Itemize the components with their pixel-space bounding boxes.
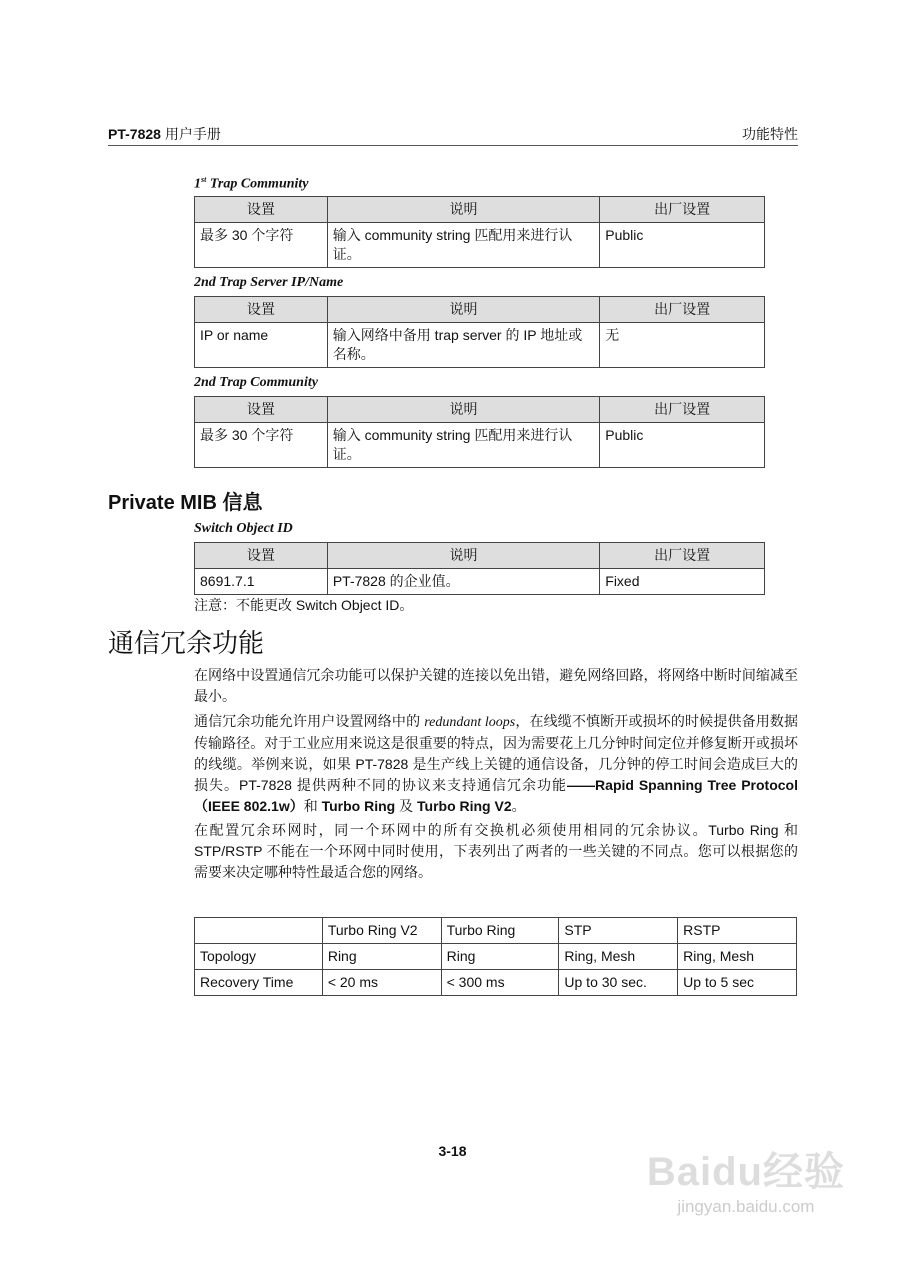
header-model: PT-7828 bbox=[108, 126, 161, 142]
header-title bbox=[108, 124, 221, 144]
column-header: 说明 bbox=[327, 397, 600, 423]
table-row: Topology Ring Ring Ring, Mesh Ring, Mesh bbox=[195, 944, 797, 970]
header-section: 功能特性 bbox=[742, 126, 798, 142]
column-header: 出厂设置 bbox=[600, 543, 765, 569]
switch-object-id-table bbox=[194, 542, 765, 595]
column-header: 说明 bbox=[327, 543, 599, 569]
table-row: IP or name 输入网络中备用 trap server 的 IP 地址或名称。 无 bbox=[195, 323, 765, 368]
watermark-logo: Baidu经验 bbox=[646, 1150, 845, 1194]
table-caption: Switch Object ID bbox=[194, 521, 293, 536]
table-caption: 2nd Trap Server IP/Name bbox=[194, 275, 344, 290]
column-header: 出厂设置 bbox=[600, 297, 765, 323]
redundancy-comparison-table bbox=[194, 917, 797, 996]
column-header: 出厂设置 bbox=[600, 397, 765, 423]
paragraph: 通信冗余功能允许用户设置网络中的 redundant loops，在线缆不慎断开或损坏的时候提供备用数据传输路径。对于工业应用来说这是很重要的特点，因为需要花上几分钟时间定位并修复断开或损坏的线缆。举例来说，如果 PT-7828 是生产线上关键的通信设备，几分钟的停工时间会造成巨大的损失。PT-7828 提供两种不同的协议来支持通信冗余功能——Rapid Spanning Tree Protocol（IEEE 802.1w）和 Turbo Ring 及 Turbo Ring V2。 bbox=[194, 713, 799, 814]
paragraph: 在配置冗余环网时，同一个环网中的所有交换机必须使用相同的冗余协议。Turbo Ring 和 STP/RSTP 不能在一个环网中同时使用，下表列出了两者的一些关键的不同点。您可以根据您的需要来决定哪种特性最适合您的网络。 bbox=[194, 822, 798, 880]
note-text: 注意：不能更改 Switch Object ID。 bbox=[194, 597, 414, 613]
column-header: 设置 bbox=[195, 197, 328, 223]
private-mib-heading: Private MIB 信息 bbox=[108, 492, 263, 514]
page-number: 3-18 bbox=[438, 1143, 467, 1159]
redundancy-heading: 通信冗余功能 bbox=[108, 628, 265, 658]
column-header: 出厂设置 bbox=[600, 197, 765, 223]
watermark-url: jingyan.baidu.com bbox=[677, 1197, 815, 1216]
trap-server-2-table bbox=[194, 296, 765, 368]
column-header: 设置 bbox=[195, 397, 328, 423]
table-row: Recovery Time < 20 ms < 300 ms Up to 30 sec. Up to 5 sec bbox=[195, 970, 797, 996]
table-caption: 2nd Trap Community bbox=[194, 375, 318, 390]
column-header: 说明 bbox=[327, 197, 600, 223]
paragraph: 在网络中设置通信冗余功能可以保护关键的连接以免出错，避免网络回路，将网络中断时间缩减至最小。 bbox=[194, 667, 798, 704]
column-header: 设置 bbox=[195, 297, 328, 323]
trap-community-2-table bbox=[194, 396, 765, 468]
table-row: 最多 30 个字符 输入 community string 匹配用来进行认证。 Public bbox=[195, 423, 765, 468]
table-caption: 1st Trap Community bbox=[194, 175, 309, 192]
table-row: 8691.7.1 PT-7828 的企业值。 Fixed bbox=[195, 569, 765, 595]
header-divider bbox=[108, 145, 798, 146]
baidu-watermark bbox=[647, 1140, 845, 1217]
table-row: 最多 30 个字符 输入 community string 匹配用来进行认证。 Public bbox=[195, 223, 765, 268]
column-header: 设置 bbox=[195, 543, 328, 569]
column-header: 说明 bbox=[327, 297, 600, 323]
header-manual: 用户手册 bbox=[164, 126, 221, 142]
trap-community-1-table bbox=[194, 196, 765, 268]
table-header-row: Turbo Ring V2 Turbo Ring STP RSTP bbox=[195, 918, 797, 944]
